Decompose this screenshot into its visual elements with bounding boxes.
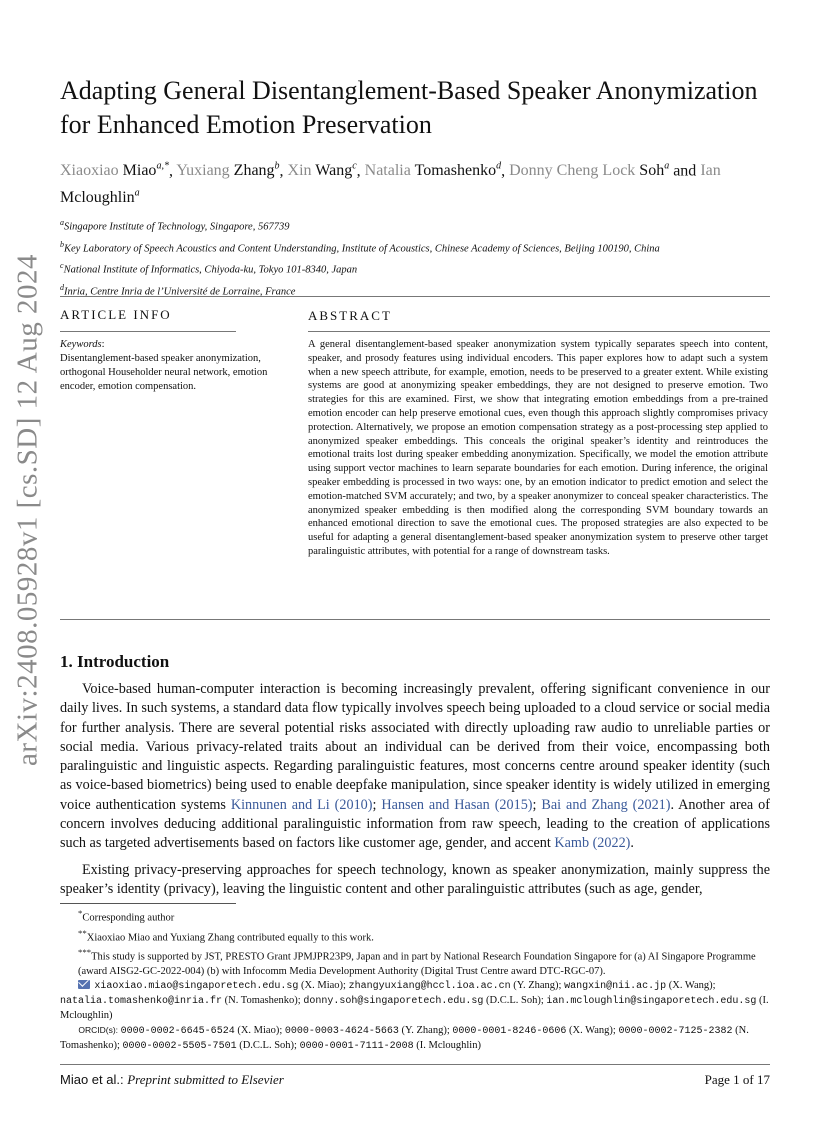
author-affiliation-mark: a,* [156,161,169,172]
email-owner: (X. Wang); [666,979,716,991]
paragraph-text: ; [372,796,382,813]
citation-link[interactable]: Kamb (2022) [554,835,631,852]
author-separator: , [501,162,510,180]
citation-link[interactable]: Hansen and Hasan (2015) [381,796,533,813]
abstract-heading: ABSTRACT [308,308,392,323]
footnote-equal-contribution: **Xiaoxiao Miao and Yuxiang Zhang contributed equally to this work. [78,927,374,943]
affiliation-text: Singapore Institute of Technology, Singapore, 567739 [64,221,290,233]
affiliation-mark: a [60,218,64,227]
abstract-bottom-rule [60,619,770,620]
author-name [176,162,279,179]
paper-title [60,74,780,142]
email-address[interactable]: wangxin@nii.ac.jp [564,980,667,992]
header-rule [60,296,770,297]
keywords-text: Disentanglement-based speaker anonymization, orthogonal Householder neural network, emotion encoder, emotion compensation. [60,353,268,392]
footnote-emails [60,979,772,1023]
orcid-id[interactable]: 0000-0002-6645-6524 [120,1025,235,1037]
email-address[interactable]: ian.mcloughlin@singaporetech.edu.sg [546,995,757,1007]
orcid-owner: (N. Tomashenko); [60,1024,749,1051]
author-family-name: Miao [122,162,157,180]
paragraph-text: ; [532,796,542,813]
author-separator: , [279,162,288,180]
author-name [288,162,357,179]
footnote-orcids [60,1023,772,1054]
abstract-rule [308,331,770,332]
keywords-label: Keywords [60,339,102,350]
citation-link[interactable]: Bai and Zhang (2021) [541,796,671,813]
footer-citation: Miao et al.: Preprint submitted to Elsevier [60,1072,284,1087]
author-separator: and [669,162,701,180]
affiliation-mark: b [60,239,64,249]
article-info-rule [60,331,236,332]
citation-link[interactable]: Kinnunen and Li (2010) [230,796,373,813]
author-affiliation-mark: d [496,161,502,172]
author-affiliation-mark: a [134,187,140,199]
footnote-corresponding: *Corresponding author [78,908,175,924]
orcid-id[interactable]: 0000-0002-5505-7501 [122,1040,237,1052]
footnotes [60,906,772,1054]
orcid-id[interactable]: 0000-0001-7111-2008 [299,1040,414,1052]
author-name [509,162,669,179]
email-owner: (Y. Zhang); [510,979,565,991]
author-affiliation-mark: a [664,161,670,172]
footer-rule [60,1064,770,1065]
author-given-name: Ian [700,162,721,180]
author-given-name: Xiaoxiao [60,162,119,180]
abstract-text: A general disentanglement-based speaker anonymization system typically separates speech into content, speaker, and prosody features using individual encoders. This paper explores how to adapt such a system when a new speech attribute, for example, emotion, needs to be preserved to a greater extent. While existing systems are good at anonymizing speaker embeddings, they are not designed to preserve emotion. Two strategies for this are examined. First, we show that integrating emotion embeddings from a pre-trained emotion encoder can help preserve emotional cues, even though this approach slightly compromises privacy protection. Alternatively, we propose an emotion compensation strategy as a post-processing step applied to anonymized speaker embeddings. This conceals the original speaker’s identity and reintroduces the emotional traits lost during speaker embedding anonymization. Specifically, we model the emotion attribute using support vector machines to learn separate boundaries for each emotion. During inference, the original speaker embedding is processed in two ways: one, by an emotion indicator to predict emotion and select the emotion-matched SVM accurately; and two, by a speaker anonymizer to conceal speaker characteristics. The anonymized speaker embedding is then modified along the corresponding SVM boundary towards an enhanced emotional direction to save the emotional cues. The proposed strategies are also expected to be useful for adapting a general disentanglement-based speaker anonymization system to preserve other target paralinguistic attributes, with potential for a range of downstream tasks. [308,339,768,557]
footnote-rule [60,903,236,904]
affiliation-text: Inria, Centre Inria de l’Université de Lorraine, France [64,286,296,297]
paragraph-text: . Another area of concern involves deducing additional paralinguistic information from raw speech, leading to the creation of applications such as targeted advertisements based on factors like customer age, gender, and accent [60,796,770,852]
arxiv-stamp [6,240,50,780]
page-footer [60,1072,770,1088]
orcid-id[interactable]: 0000-0001-8246-0606 [452,1025,567,1037]
orcid-owner: (X. Wang); [566,1024,619,1036]
affiliation-mark: c [60,261,64,270]
author-given-name: Xin [287,162,312,180]
orcid-owner: (D.C.L. Soh); [236,1039,300,1051]
paragraph-text: . [630,835,634,852]
footer-journal: Preprint submitted to Elsevier [127,1072,284,1087]
author-list [60,156,760,209]
author-affiliation-mark: b [274,161,280,172]
email-address[interactable]: xiaoxiao.miao@singaporetech.edu.sg [94,980,299,992]
author-family-name: Wang [315,162,353,180]
title-line-1: Adapting General Disentanglement-Based Speaker Anonymization [60,76,758,105]
email-icon [78,980,90,989]
email-owner: (I. Mcloughlin) [60,994,769,1021]
affiliation-text: Key Laboratory of Speech Acoustics and Content Understanding, Institute of Acoustics, Chinese Academy of Sciences, Beijing 100190, China [64,243,660,254]
email-owner: (N. Tomashenko); [222,994,304,1006]
orcid-id[interactable]: 0000-0002-7125-2382 [618,1025,733,1037]
intro-paragraph-2: Existing privacy-preserving approaches for speech technology, known as speaker anonymization, mainly suppress the speaker’s identity (privacy), leaving the linguistic content and other paralinguistic attributes (such as age, gender, [60,862,770,898]
orcid-owner: (X. Miao); [234,1024,285,1036]
footnote-funding: ***This study is supported by JST, PRESTO Grant JPMJPR23P9, Japan and in part by National Research Foundation Singapore for (a) AI Singapore Programme (award AISG2-GC-2022-004) (b) with Infocomm Media Development Authority (Digital Trust Centre award DTC-RGC-07). [78,947,756,977]
intro-paragraph-1 [60,680,770,854]
author-given-name: Donny Cheng Lock [509,162,636,180]
affiliation-line [60,257,780,279]
author-separator: , [356,162,365,180]
affiliation-mark: d [60,282,64,292]
author-given-name: Yuxiang [176,162,230,180]
page-number: Page 1 of 17 [704,1072,770,1087]
email-address[interactable]: natalia.tomashenko@inria.fr [60,995,223,1007]
email-owner: (X. Miao); [298,979,349,991]
author-separator: , [168,162,177,180]
affiliation-text: National Institute of Informatics, Chiyoda-ku, Tokyo 101-8340, Japan [63,264,358,276]
affiliation-line [60,214,780,236]
author-name [365,162,501,179]
author-family-name: Tomashenko [414,162,497,180]
author-family-name: Zhang [233,162,275,180]
orcid-owner: (I. Mcloughlin) [413,1039,481,1051]
affiliation-list [60,214,780,300]
author-given-name: Natalia [364,162,411,180]
author-family-name: Mcloughlin [60,188,135,206]
author-family-name: Soh [639,162,665,180]
title-line-2: for Enhanced Emotion Preservation [60,110,432,139]
email-address[interactable]: zhangyuxiang@hccl.ioa.ac.cn [348,980,511,992]
arxiv-identifier: arXiv:2408.05928v1 [cs.SD] 12 Aug 2024 [11,254,44,766]
keywords-block: Keywords: Disentanglement-based speaker anonymization, orthogonal Householder neural network, emotion encoder, emotion compensation. [60,339,268,392]
email-address[interactable]: donny.soh@singaporetech.edu.sg [303,995,484,1007]
author-affiliation-mark: c [352,161,357,172]
author-name [60,162,169,179]
orcid-label: ORCID(s): [78,1024,119,1035]
paragraph-text: Voice-based human-computer interaction is becoming increasingly prevalent, offering significant convenience in our daily lives. In such systems, a standard data flow typically involves speech being uploaded to a cloud service or social media for further analysis. There are several potential risks associated with directly uploading raw audio to unreliable parties or social media. Various privacy-related traits about an individual can be derived from their voice, encompassing both paralinguistic and linguistic aspects. Regarding paralinguistic features, most concerns centre around speaker identity (such as voice-based biometrics) being used to enable deepfake manipulation, since speaker identity is widely utilized in emerging voice authentication systems [60,681,770,813]
email-owner: (D.C.L. Soh); [483,994,547,1006]
section-heading-introduction: 1. Introduction [60,652,170,671]
article-info-heading: ARTICLE INFO [60,307,172,322]
affiliation-line [60,236,780,258]
orcid-owner: (Y. Zhang); [398,1024,453,1036]
orcid-id[interactable]: 0000-0003-4624-5663 [284,1025,399,1037]
